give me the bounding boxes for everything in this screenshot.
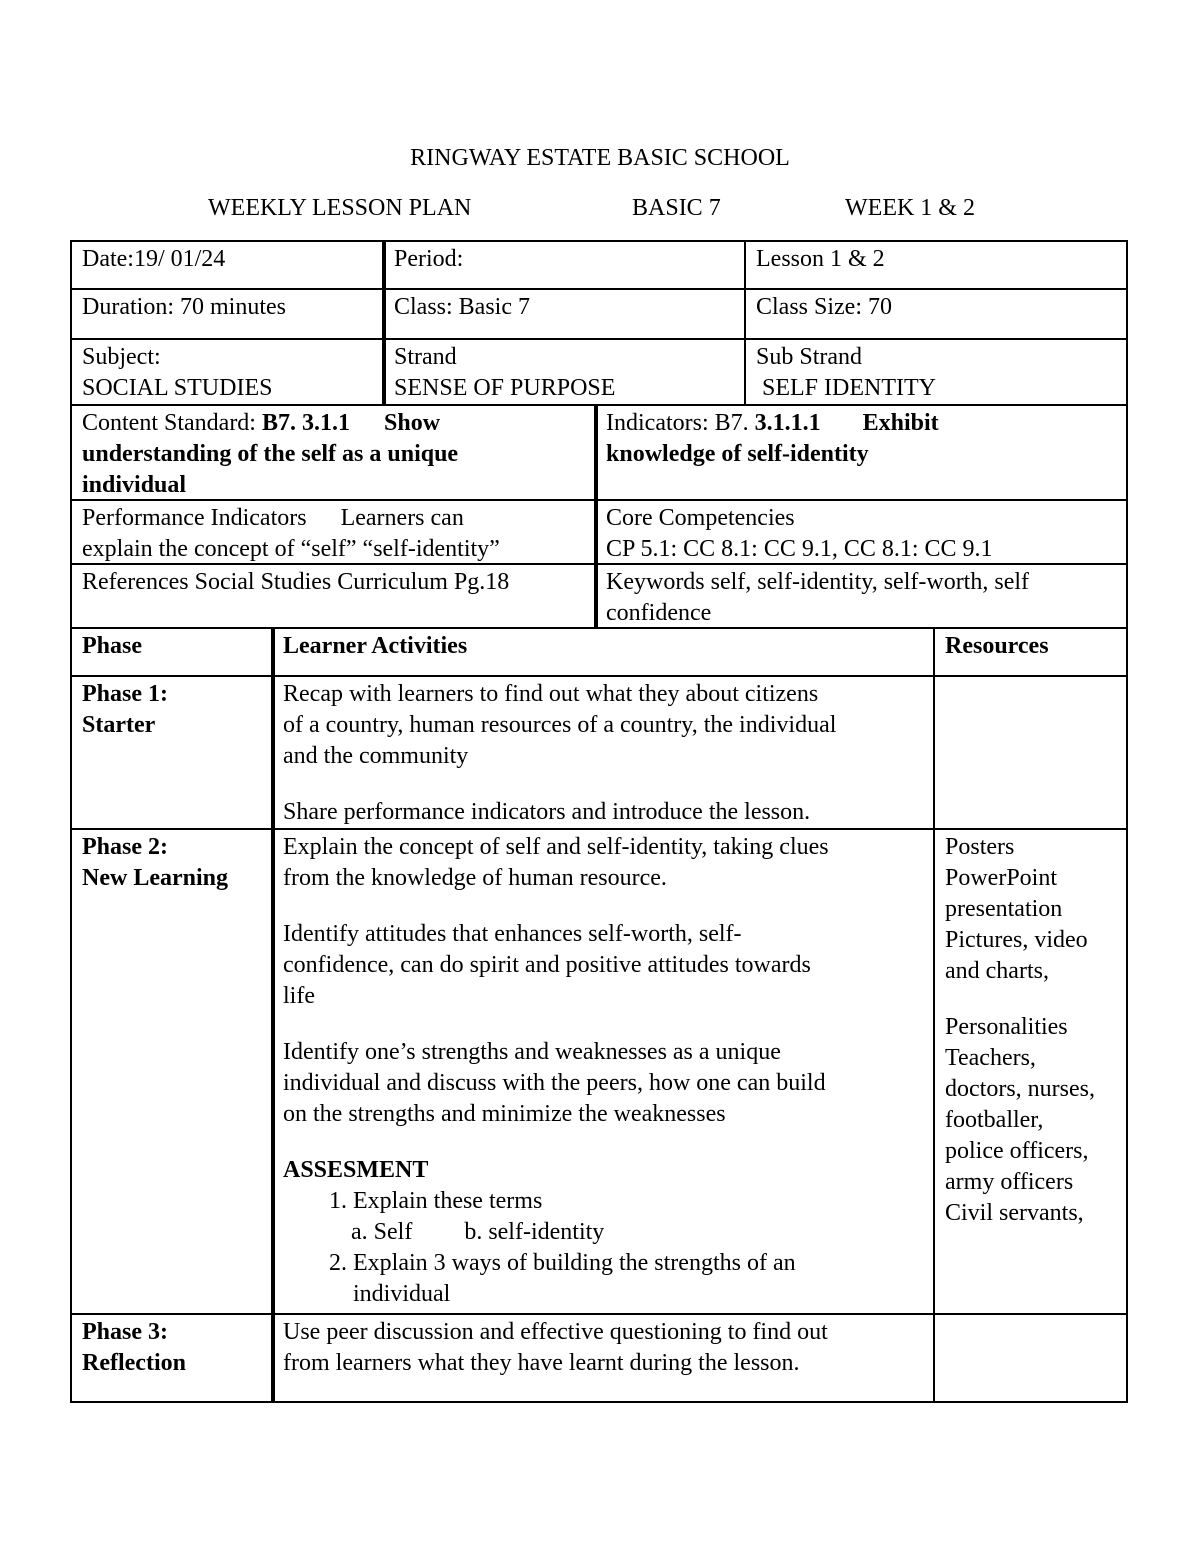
period-cell <box>382 240 746 290</box>
phase-2-title-cell <box>70 828 275 1315</box>
phase-1-act-1: Recap with learners to find out what they about citizens <box>283 681 819 707</box>
core-text: CP 5.1: CC 8.1: CC 9.1, CC 8.1: CC 9.1 <box>606 536 993 562</box>
performance-row <box>70 499 1130 565</box>
assessment-q2-2: individual <box>353 1281 451 1307</box>
references-row <box>70 563 1130 629</box>
phase-3-activities-cell <box>271 1313 935 1403</box>
performance-label: Performance Indicators <box>82 505 307 531</box>
resource-item: PowerPoint <box>945 865 1058 891</box>
performance-text-2: explain the concept of “self” “self-identity” <box>82 536 500 562</box>
phase-3-act-2: from learners what they have learnt during the lesson. <box>283 1350 800 1376</box>
resource-item: and charts, <box>945 958 1049 984</box>
assessment-q1-subitems <box>317 1217 923 1248</box>
subject-value: SOCIAL STUDIES <box>82 375 273 401</box>
resource-item: Teachers, <box>945 1045 1036 1071</box>
core-competencies-cell <box>594 499 1128 565</box>
references-text: References Social Studies Curriculum Pg.18 <box>82 569 510 595</box>
lesson-cell <box>744 240 1128 290</box>
phase-2-row <box>70 828 1130 1315</box>
phase-1-act-2: of a country, human resources of a country, the individual <box>283 712 837 738</box>
phase-2-p1-1: Explain the concept of self and self-identity, taking clues <box>283 834 829 860</box>
assessment-q1: Explain these terms <box>353 1188 543 1214</box>
indicators-text-2: knowledge of self-identity <box>606 441 869 467</box>
references-cell <box>70 563 598 629</box>
resource-item: police officers, <box>945 1138 1089 1164</box>
assessment-title: ASSESMENT <box>283 1157 429 1183</box>
subject-label: Subject: <box>82 344 161 370</box>
assessment-q1b: b. self-identity <box>464 1219 605 1245</box>
info-row-3 <box>70 338 1130 406</box>
class-text: Class: Basic 7 <box>394 294 530 320</box>
phase-1-resources-cell <box>933 675 1128 830</box>
content-standard-cell <box>70 404 598 501</box>
strand-cell <box>382 338 746 406</box>
strand-label: Strand <box>394 344 457 370</box>
phase-header <box>70 627 275 677</box>
content-standard-code: B7. 3.1.1 <box>261 410 350 436</box>
phase-2-p3-2: individual and discuss with the peers, how one can build <box>283 1070 826 1096</box>
subject-cell <box>70 338 386 406</box>
assessment-q1a: a. Self <box>351 1219 413 1245</box>
phase-1-act-4: Share performance indicators and introduce the lesson. <box>283 799 811 825</box>
activities-header-text: Learner Activities <box>283 633 468 659</box>
phase-1-activities-cell <box>271 675 935 830</box>
week-title: WEEK 1 & 2 <box>845 195 975 221</box>
assessment-item-2 <box>353 1248 923 1310</box>
phase-2-p2-3: life <box>283 983 315 1009</box>
class-size-text: Class Size: 70 <box>756 294 892 320</box>
phase-header-text: Phase <box>82 633 142 659</box>
phase-1-act-3: and the community <box>283 743 469 769</box>
resource-item: presentation <box>945 896 1063 922</box>
resource-item: footballer, <box>945 1107 1044 1133</box>
substrand-cell <box>744 338 1128 406</box>
assessment-item-1 <box>353 1186 923 1248</box>
keywords-text-2: confidence <box>606 600 712 626</box>
class-title: BASIC 7 <box>632 195 721 221</box>
indicators-label: Indicators: B7. <box>606 410 749 436</box>
performance-line-1 <box>82 503 586 534</box>
resources-header <box>933 627 1128 677</box>
keywords-text-1: Keywords self, self-identity, self-worth, self <box>606 569 1029 595</box>
assessment-q2-1: 2. Explain 3 ways of building the strengths of an <box>353 1250 796 1276</box>
phase-2-p2-2: confidence, can do spirit and positive attitudes towards <box>283 952 811 978</box>
duration-text: Duration: 70 minutes <box>82 294 286 320</box>
core-label: Core Competencies <box>606 505 795 531</box>
content-standard-text-3: individual <box>82 472 187 498</box>
assessment-list <box>283 1186 923 1310</box>
duration-cell <box>70 288 386 340</box>
resource-item: Civil servants, <box>945 1200 1084 1226</box>
date-cell <box>70 240 386 290</box>
phase-2-activities-cell <box>271 828 935 1315</box>
resources-header-text: Resources <box>945 633 1049 659</box>
resource-item: Posters <box>945 834 1015 860</box>
content-standard-label: Content Standard: <box>82 410 256 436</box>
date-text: Date:19/ 01/24 <box>82 246 226 272</box>
lesson-text: Lesson 1 & 2 <box>756 246 885 272</box>
content-standard-text-2: understanding of the self as a unique <box>82 441 459 467</box>
phase-1-row <box>70 675 1130 830</box>
phase-header-row <box>70 627 1130 677</box>
info-row-1 <box>70 240 1130 290</box>
indicators-line-1 <box>606 408 1116 439</box>
phase-2-title-1: Phase 2: <box>82 834 168 860</box>
content-standard-line-1 <box>82 408 586 439</box>
phase-3-title-2: Reflection <box>82 1350 186 1376</box>
resource-item: Personalities <box>945 1014 1068 1040</box>
phase-3-title-1: Phase 3: <box>82 1319 168 1345</box>
indicators-text-1: Exhibit <box>862 410 939 436</box>
phase-3-row <box>70 1313 1130 1403</box>
phase-1-title-1: Phase 1: <box>82 681 168 707</box>
phase-2-p3-3: on the strengths and minimize the weaknesses <box>283 1101 726 1127</box>
substrand-label: Sub Strand <box>756 344 863 370</box>
phase-1-title-2: Starter <box>82 712 156 738</box>
indicators-code: 3.1.1.1 <box>754 410 821 436</box>
performance-text-1: Learners can <box>340 505 464 531</box>
content-standard-text-1: Show <box>384 410 441 436</box>
phase-3-act-1: Use peer discussion and effective questioning to find out <box>283 1319 828 1345</box>
phase-3-resources-cell <box>933 1313 1128 1403</box>
plan-title: WEEKLY LESSON PLAN <box>208 195 472 221</box>
phase-2-title-2: New Learning <box>82 865 228 891</box>
class-cell <box>382 288 746 340</box>
strand-value: SENSE OF PURPOSE <box>394 375 616 401</box>
info-row-2 <box>70 288 1130 340</box>
activities-header <box>271 627 935 677</box>
phase-2-p3-1: Identify one’s strengths and weaknesses as a unique <box>283 1039 781 1065</box>
indicators-cell <box>594 404 1128 501</box>
performance-cell <box>70 499 598 565</box>
phase-2-resources-cell <box>933 828 1128 1315</box>
class-size-cell <box>744 288 1128 340</box>
phase-2-p2-1: Identify attitudes that enhances self-worth, self- <box>283 921 742 947</box>
substrand-value: SELF IDENTITY <box>762 375 936 401</box>
resource-item: army officers <box>945 1169 1074 1195</box>
period-text: Period: <box>394 246 464 272</box>
keywords-cell <box>594 563 1128 629</box>
phase-2-p1-2: from the knowledge of human resource. <box>283 865 667 891</box>
phase-3-title-cell <box>70 1313 275 1403</box>
resource-item: doctors, nurses, <box>945 1076 1095 1102</box>
standards-row <box>70 404 1130 501</box>
phase-1-title-cell <box>70 675 275 830</box>
school-title: RINGWAY ESTATE BASIC SCHOOL <box>410 145 790 171</box>
resource-item: Pictures, video <box>945 927 1088 953</box>
